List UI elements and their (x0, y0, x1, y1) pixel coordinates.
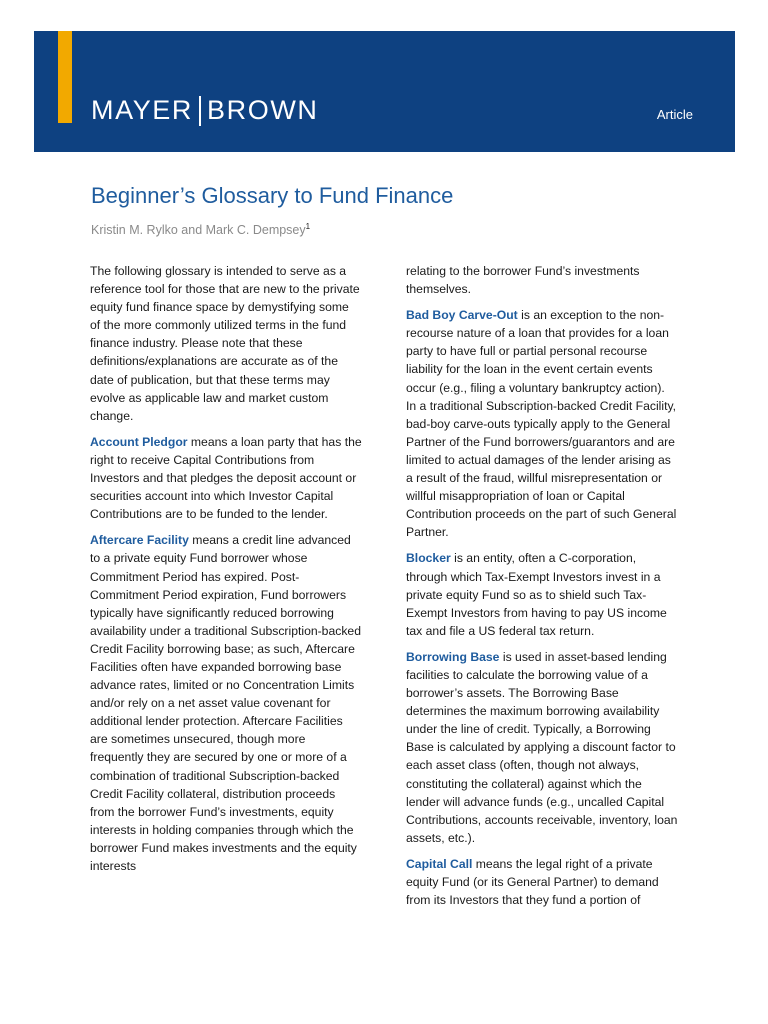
mayer-brown-logo (91, 95, 319, 126)
entry-blocker (406, 549, 678, 639)
definition-aftercare-facility: means a credit line advanced to a private equity Fund borrower whose Commitment Period has expired. Post-Commitment Period expiration, Fund borrowers typically have significantly reduced borrowing availability under a traditional Subscription-backed Credit Facility borrowing base; as such, Aftercare Facilities often have expanded borrowing base advance rates, limited or no Concentration Limits and/or rely on a net asset value covenant for additional lender protection. Aftercare Facilities are sometimes unsecured, though more frequently they are secured by one or more of a combination of traditional Subscription-backed Credit Facility collateral, distribution proceeds from the borrower Fund’s investments, equity interests in holding companies through which the borrower Fund makes investments and the equity interests (90, 533, 361, 873)
authors: Kristin M. Rylko and Mark C. Dempsey (91, 223, 306, 238)
doc-type-label: Article (656, 107, 693, 122)
footnote-marker: 1 (305, 222, 311, 231)
entry-account-pledgor (90, 433, 362, 523)
authors-line (91, 222, 310, 237)
intro-paragraph: The following glossary is intended to serve as a reference tool for those that are new to the private equity fund finance space by demystifying some of the more commonly utilized terms in the fund finance industry. Please note that these definitions/explanations are accurate as of the date of publication, but that these terms may evolve as applicable law and market custom change. (90, 264, 360, 423)
logo-left: MAYER (91, 95, 194, 125)
definition-capital-call: means the legal right of a private equity Fund (or its General Partner) to demand from its Investors that they fund a portion of (406, 856, 659, 908)
definition-borrowing-base: is used in asset-based lending facilities to calculate the borrowing value of a borrower’s assets. The Borrowing Base determines the maximum borrowing availability under the line of credit. Typically, a Borrowing Base is calculated by applying a discount factor to each asset class (often, though not always, constituting the collateral) against which the lender will advance funds (e.g., uncalled Capital Contributions, accounts receivable, inventory, loan assets, etc.). (406, 649, 678, 845)
term-blocker: Blocker (406, 551, 451, 566)
left-column (90, 262, 362, 883)
entry-borrowing-base (406, 648, 678, 847)
term-account-pledgor: Account Pledgor (90, 434, 188, 449)
aftercare-continuation: relating to the borrower Fund’s investments themselves. (406, 264, 640, 297)
page-title: Beginner’s Glossary to Fund Finance (91, 183, 454, 208)
term-capital-call: Capital Call (406, 856, 473, 871)
term-aftercare-facility: Aftercare Facility (90, 533, 189, 548)
logo-divider (199, 96, 201, 126)
term-bad-boy-carve-out: Bad Boy Carve-Out (406, 308, 518, 323)
term-borrowing-base: Borrowing Base (406, 649, 500, 664)
header-banner (34, 31, 735, 152)
definition-blocker: is an entity, often a C-corporation, through which Tax-Exempt Investors invest in a private equity Fund so as to shield such Tax-Exempt Investors from having to pay US income tax and file a US federal tax return. (406, 551, 667, 638)
logo-right: BROWN (207, 95, 319, 125)
entry-capital-call (406, 855, 678, 909)
accent-bar (58, 31, 72, 123)
entry-aftercare-facility (90, 531, 362, 875)
definition-bad-boy-carve-out: is an exception to the non-recourse nature of a loan that provides for a loan party to have full or partial personal recourse liability for the loan in the event certain events occur (e.g., filing a voluntary bankruptcy action). In a traditional Subscription-backed Credit Facility, bad-boy carve-outs typically apply to the General Partner of the Fund borrowers/guarantors and are limited to actual damages of the lender arising as a result of the fraud, willful misrepresentation or willful misappropriation of loan or Capital Contribution proceeds on the part of such General Partner. (406, 308, 677, 540)
entry-bad-boy-carve-out (406, 306, 678, 541)
right-column (406, 262, 678, 917)
definition-account-pledgor: means a loan party that has the right to receive Capital Contributions from Investors and that pledges the deposit account or securities account into which Investor Capital Contributions are to be funded to the lender. (90, 434, 362, 522)
